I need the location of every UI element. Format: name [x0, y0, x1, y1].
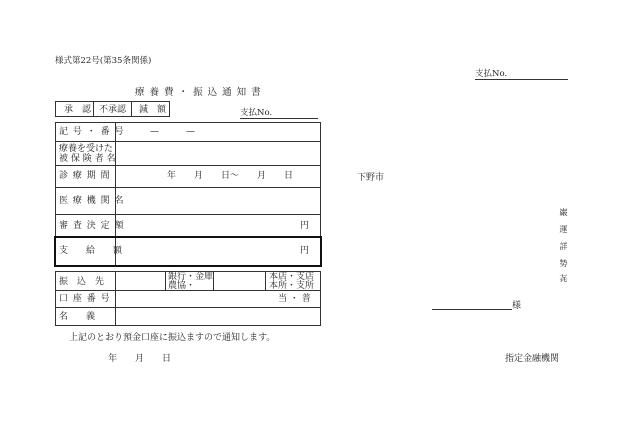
- symbol-number-field[interactable]: — —: [150, 127, 196, 137]
- approval-disapprove-label: 不承認: [99, 105, 127, 115]
- recipient-label-line1: 療養を受けた: [59, 144, 114, 154]
- account-name-label: 名 義: [59, 312, 96, 322]
- form-title: 療 養 費 ・ 振 込 通 知 書: [135, 87, 262, 98]
- vertical-mark-4: 㔟: [559, 259, 568, 270]
- account-number-field[interactable]: [118, 292, 258, 305]
- transfer-to-label: 振 込 先: [59, 277, 105, 287]
- bank-type-line2: 農協・: [168, 281, 196, 291]
- payment-number-line-mid: [240, 118, 318, 119]
- assessed-amount-yen: 円: [300, 221, 310, 231]
- bank-type-line1: 銀行・金庫: [168, 272, 214, 282]
- vertical-mark-2: 運: [559, 225, 568, 236]
- city-name: 下野市: [357, 173, 385, 183]
- payment-amount-label: 支 給 額: [59, 246, 123, 256]
- approval-reduce-label: 減 額: [139, 105, 167, 115]
- date-line: 年 月 日: [108, 354, 172, 364]
- symbol-number-label: 記 号 ・ 番 号: [59, 127, 125, 137]
- notice-text: 上記のとおり預金口座に振込ますので通知します。: [69, 333, 276, 343]
- branch-type-line1: 本店・支店: [269, 272, 315, 282]
- approval-box-disapprove[interactable]: [93, 101, 132, 117]
- approval-box-approve[interactable]: [55, 101, 94, 117]
- vertical-mark-3: 詳: [559, 242, 568, 253]
- treatment-period-field[interactable]: 年 月 日～ 月 日: [167, 171, 294, 181]
- payment-amount-field[interactable]: [118, 240, 293, 263]
- approval-approve-label: 承 認: [64, 105, 92, 115]
- institution-field[interactable]: [118, 190, 318, 210]
- treatment-period-label: 診 療 期 間: [59, 171, 111, 181]
- form-reference: 様式第22号(第35条関係): [55, 56, 152, 66]
- payment-amount-yen: 円: [300, 246, 310, 256]
- recipient-field[interactable]: [118, 145, 318, 162]
- payment-number-label-top: 支払No.: [475, 69, 508, 79]
- institution-label: 医 療 機 関 名: [59, 196, 125, 206]
- addressee-line: [432, 309, 512, 310]
- assessed-amount-label: 審 査 決 定 額: [59, 221, 125, 231]
- branch-name-field[interactable]: [215, 273, 263, 288]
- bank-name-field[interactable]: [117, 273, 163, 288]
- approval-box-reduce[interactable]: [131, 101, 170, 117]
- addressee-suffix: 様: [512, 301, 522, 311]
- payment-number-label-mid: 支払No.: [240, 108, 273, 118]
- payment-number-line-top: [475, 79, 568, 80]
- branch-type-line2: 本所・支所: [269, 281, 315, 291]
- vertical-mark-5: 㐂: [559, 274, 568, 285]
- recipient-label-line2: 被 保 険 者 名: [59, 154, 116, 164]
- account-type-label: 当 ・ 普: [278, 294, 311, 304]
- vertical-mark-1: 巌: [559, 208, 568, 219]
- account-name-field[interactable]: [118, 309, 318, 324]
- designated-bank-label: 指定金融機関: [505, 354, 560, 364]
- account-number-label: 口 座 番 号: [59, 294, 111, 304]
